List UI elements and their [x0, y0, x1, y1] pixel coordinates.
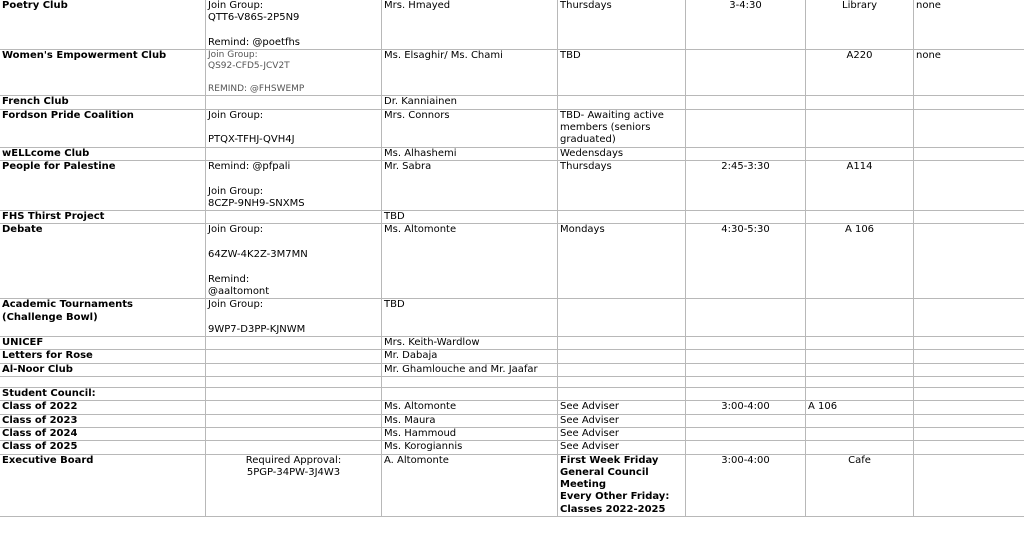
empty-cell [686, 388, 806, 401]
cost [914, 160, 1024, 210]
meeting-time [686, 441, 806, 454]
table-row [0, 299, 1024, 337]
meeting-day: TBD- Awaiting active members (seniors graduated) [558, 109, 686, 147]
advisor: Dr. Kanniainen [382, 96, 558, 109]
join-info [206, 109, 382, 147]
advisor: TBD [382, 211, 558, 224]
join-info-line: Remind: [208, 273, 250, 285]
join-info [206, 0, 382, 50]
advisor: Ms. Korogiannis [382, 441, 558, 454]
join-info-line: 5PGP-34PW-3J4W3 [246, 466, 341, 478]
club-name: UNICEF [0, 337, 206, 350]
meeting-room [806, 441, 914, 454]
table-row [0, 427, 1024, 440]
advisor: Ms. Hammoud [382, 427, 558, 440]
cost [914, 401, 1024, 414]
class-name: Class of 2025 [0, 441, 206, 454]
advisor: Mr. Ghamlouche and Mr. Jaafar [382, 363, 558, 376]
table-row [0, 414, 1024, 427]
table-row [0, 224, 1024, 299]
join-info-line: Join Group: [208, 109, 264, 121]
cost [914, 427, 1024, 440]
join-info-line: QS92-CFD5-JCV2T [208, 61, 290, 72]
cost [914, 337, 1024, 350]
join-info-line: 8CZP-9NH9-SNXMS [208, 197, 305, 209]
club-name: Poetry Club [0, 0, 206, 50]
meeting-room [806, 350, 914, 363]
cost [914, 96, 1024, 109]
meeting-time [686, 299, 806, 337]
meeting-room [806, 109, 914, 147]
join-info [206, 160, 382, 210]
club-name: FHS Thirst Project [0, 211, 206, 224]
meeting-room: A 106 [806, 401, 914, 414]
table-row [0, 350, 1024, 363]
cost: none [914, 50, 1024, 96]
meeting-time [686, 211, 806, 224]
meeting-room [806, 363, 914, 376]
join-info-line: PTQX-TFHJ-QVH4J [208, 134, 295, 146]
join-info [206, 401, 382, 414]
cost [914, 414, 1024, 427]
class-name: Class of 2024 [0, 427, 206, 440]
meeting-time: 3:00-4:00 [686, 401, 806, 414]
meeting-day: Wedensdays [558, 147, 686, 160]
meeting-day: Thursdays [558, 0, 686, 50]
meeting-room [806, 414, 914, 427]
cost [914, 147, 1024, 160]
table-row [0, 337, 1024, 350]
join-info-line [208, 72, 379, 84]
join-info-line: Join Group: [208, 0, 264, 11]
club-name: Academic Tournaments (Challenge Bowl) [0, 299, 206, 337]
class-name: Class of 2023 [0, 414, 206, 427]
meeting-room [806, 337, 914, 350]
meeting-time [686, 337, 806, 350]
meeting-time [686, 414, 806, 427]
table-row [0, 363, 1024, 376]
table-row [0, 454, 1024, 516]
meeting-time [686, 96, 806, 109]
join-info-line: Join Group: [208, 50, 258, 61]
join-info-line [208, 122, 379, 134]
table-row [0, 211, 1024, 224]
meeting-room [806, 211, 914, 224]
meeting-room: A 106 [806, 224, 914, 299]
empty-cell [558, 377, 686, 388]
club-name: Letters for Rose [0, 350, 206, 363]
join-info-line: QTT6-V86S-2P5N9 [208, 12, 300, 24]
table-row [0, 401, 1024, 414]
meeting-time [686, 147, 806, 160]
advisor: Ms. Altomonte [382, 401, 558, 414]
advisor: Ms. Altomonte [382, 224, 558, 299]
club-name: wELLcome Club [0, 147, 206, 160]
cost: none [914, 0, 1024, 50]
join-info-line [208, 261, 379, 273]
join-info-line: Remind: @pfpali [208, 160, 291, 172]
club-name: French Club [0, 96, 206, 109]
empty-cell [382, 388, 558, 401]
club-name: Al-Noor Club [0, 363, 206, 376]
table-row [0, 96, 1024, 109]
join-info-line [208, 25, 379, 37]
advisor: Mr. Sabra [382, 160, 558, 210]
meeting-time [686, 350, 806, 363]
meeting-room: A114 [806, 160, 914, 210]
meeting-day-line: General Council [560, 466, 649, 478]
join-info-line: Required Approval: [245, 454, 342, 466]
join-info-line: Join Group: [208, 185, 264, 197]
section-heading: Student Council: [0, 388, 206, 401]
table-row [0, 441, 1024, 454]
join-info [206, 414, 382, 427]
join-info [206, 299, 382, 337]
meeting-room: Cafe [806, 454, 914, 516]
cost [914, 109, 1024, 147]
meeting-day: TBD [558, 50, 686, 96]
meeting-time: 3:00-4:00 [686, 454, 806, 516]
meeting-time: 2:45-3:30 [686, 160, 806, 210]
meeting-room [806, 96, 914, 109]
meeting-day [558, 363, 686, 376]
spacer-row [0, 377, 1024, 388]
join-info [206, 363, 382, 376]
meeting-day-line: Classes 2022-2025 [560, 503, 666, 515]
join-info-line: 9WP7-D3PP-KJNWM [208, 323, 306, 335]
join-info-line: Join Group: [208, 299, 264, 311]
empty-cell [0, 377, 206, 388]
meeting-day [558, 337, 686, 350]
join-info-line: Remind: @poetfhs [208, 36, 301, 48]
board-name: Executive Board [0, 454, 206, 516]
meeting-time: 3-4:30 [686, 0, 806, 50]
club-name: Debate [0, 224, 206, 299]
meeting-day: See Adviser [558, 427, 686, 440]
advisor: Mrs. Keith-Wardlow [382, 337, 558, 350]
empty-cell [806, 388, 914, 401]
cost [914, 224, 1024, 299]
meeting-day [558, 350, 686, 363]
advisor: A. Altomonte [382, 454, 558, 516]
meeting-day: See Adviser [558, 414, 686, 427]
cost [914, 363, 1024, 376]
meeting-room [806, 299, 914, 337]
join-info [206, 454, 382, 516]
meeting-time [686, 427, 806, 440]
join-info [206, 441, 382, 454]
table-row [0, 0, 1024, 50]
join-info-line: @aaltomont [208, 285, 270, 297]
cost [914, 299, 1024, 337]
advisor: Ms. Elsaghir/ Ms. Chami [382, 50, 558, 96]
advisor: TBD [382, 299, 558, 337]
meeting-room: Library [806, 0, 914, 50]
table-row [0, 147, 1024, 160]
join-info [206, 96, 382, 109]
meeting-day [558, 211, 686, 224]
join-info-line: Join Group: [208, 224, 264, 236]
join-info [206, 224, 382, 299]
empty-cell [206, 388, 382, 401]
meeting-time [686, 109, 806, 147]
join-info-line [208, 312, 379, 324]
section-heading-row [0, 388, 1024, 401]
cost [914, 211, 1024, 224]
meeting-time [686, 50, 806, 96]
join-info [206, 350, 382, 363]
empty-cell [382, 377, 558, 388]
join-info [206, 427, 382, 440]
empty-cell [806, 377, 914, 388]
advisor: Mrs. Hmayed [382, 0, 558, 50]
meeting-day-line: Meeting [560, 479, 607, 491]
meeting-time: 4:30-5:30 [686, 224, 806, 299]
club-name: Fordson Pride Coalition [0, 109, 206, 147]
join-info [206, 147, 382, 160]
empty-cell [206, 377, 382, 388]
join-info-line [208, 173, 379, 185]
meeting-day-line: First Week Friday [560, 454, 659, 466]
meeting-day [558, 96, 686, 109]
meeting-room [806, 147, 914, 160]
cost [914, 441, 1024, 454]
meeting-day [558, 299, 686, 337]
empty-cell [914, 388, 1024, 401]
meeting-room: A220 [806, 50, 914, 96]
meeting-time [686, 363, 806, 376]
meeting-room [806, 427, 914, 440]
table-row [0, 160, 1024, 210]
cost [914, 350, 1024, 363]
empty-cell [914, 377, 1024, 388]
join-info-line: REMIND: @FHSWEMP [208, 84, 305, 95]
empty-cell [558, 388, 686, 401]
advisor: Mrs. Connors [382, 109, 558, 147]
meeting-day: See Adviser [558, 401, 686, 414]
empty-cell [686, 377, 806, 388]
advisor: Ms. Alhashemi [382, 147, 558, 160]
join-info [206, 50, 382, 96]
meeting-day [558, 454, 686, 516]
advisor: Mr. Dabaja [382, 350, 558, 363]
table-row [0, 50, 1024, 96]
table-row [0, 109, 1024, 147]
join-info [206, 211, 382, 224]
club-name: People for Palestine [0, 160, 206, 210]
club-name: Women's Empowerment Club [0, 50, 206, 96]
join-info-line: 64ZW-4K2Z-3M7MN [208, 249, 308, 261]
join-info [206, 337, 382, 350]
class-name: Class of 2022 [0, 401, 206, 414]
meeting-day: Mondays [558, 224, 686, 299]
cost [914, 454, 1024, 516]
advisor: Ms. Maura [382, 414, 558, 427]
meeting-day: Thursdays [558, 160, 686, 210]
meeting-day: See Adviser [558, 441, 686, 454]
meeting-day-line: Every Other Friday: [560, 491, 670, 503]
join-info-line [208, 237, 379, 249]
